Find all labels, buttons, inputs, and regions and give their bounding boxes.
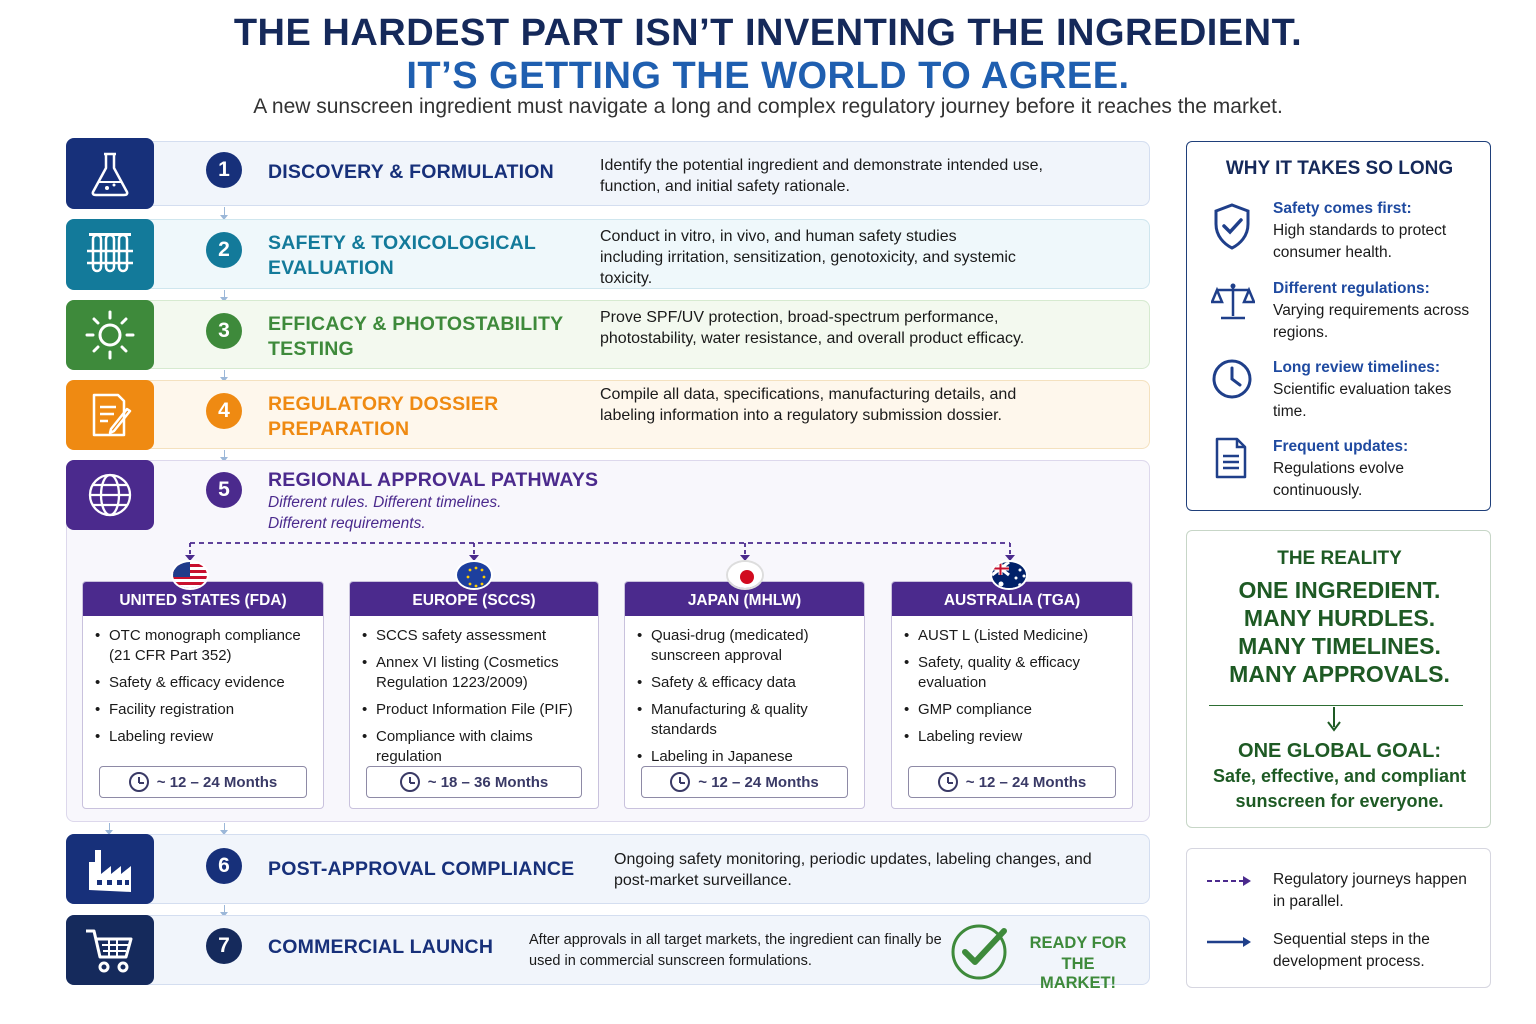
legend-panel: [1186, 848, 1491, 988]
list-item: • Compliance with claims regulation: [362, 727, 584, 767]
stage-2-title: SAFETY & TOXICOLOGICAL EVALUATION: [268, 232, 536, 279]
stage-5-number: 5: [206, 472, 242, 508]
list-item: • GMP compliance: [904, 700, 1118, 720]
stage-7-icon-box: [66, 915, 154, 985]
list-item: • Facility registration: [95, 700, 309, 720]
region-card-europe: [349, 581, 599, 809]
checkmark-circle-icon: [950, 921, 1010, 981]
region-duration-badge: [641, 766, 848, 798]
stage-6-title: POST-APPROVAL COMPLIANCE: [268, 858, 575, 880]
region-card-australia: [891, 581, 1133, 809]
region-requirements-list: [892, 616, 1132, 747]
stage-7-title: COMMERCIAL LAUNCH: [268, 936, 494, 958]
stage-5-subtitle-2: Different requirements.: [268, 515, 426, 532]
goal-text-2: sunscreen for everyone.: [1235, 791, 1444, 811]
stage-4-description: Compile all data, specifications, manufacturing details, and labeling information into a regulatory submission dossier.: [600, 386, 1017, 424]
why-item-text: Scientific evaluation takes time.: [1273, 381, 1452, 420]
why-item-head: Safety comes first:: [1273, 200, 1412, 217]
headline-line-1: THE HARDEST PART ISN’T INVENTING THE INGREDIENT.: [233, 12, 1303, 54]
legend-dashed-label: Regulatory journeys happen in parallel.: [1273, 871, 1467, 910]
stage-3-description: Prove SPF/UV protection, broad-spectrum performance, photostability, water resistance, and overall product efficacy.: [600, 309, 1025, 347]
list-item: • Safety, quality & efficacy evaluation: [904, 653, 1118, 693]
region-duration-badge: [908, 766, 1116, 798]
cart-icon: [83, 925, 137, 975]
stage-2-number: 2: [206, 232, 242, 268]
why-item-1: [1273, 198, 1483, 264]
connector-arrow: [224, 823, 225, 833]
stage-4-title: REGULATORY DOSSIER PREPARATION: [268, 393, 499, 440]
region-title: JAPAN (MHLW): [625, 582, 864, 616]
shield-check-icon: [1211, 202, 1253, 250]
stage-6-description: Ongoing safety monitoring, periodic updates, labeling changes, and post-market surveillance.: [614, 851, 1092, 889]
clock-icon: [938, 772, 958, 792]
dashed-arrow-icon: [1207, 874, 1255, 888]
list-item: • AUST L (Listed Medicine): [904, 626, 1118, 646]
reality-panel: [1186, 530, 1491, 828]
stage-6-number: 6: [206, 848, 242, 884]
clock-icon: [1211, 358, 1253, 400]
stage-4-number: 4: [206, 393, 242, 429]
list-item: • OTC monograph compliance (21 CFR Part 352): [95, 626, 309, 666]
stage-1-number: 1: [206, 152, 242, 188]
connector-arrow: [109, 823, 110, 833]
region-requirements-list: [83, 616, 323, 747]
why-item-4: [1273, 436, 1483, 502]
australia-flag-icon: [990, 560, 1028, 590]
why-item-3: [1273, 357, 1483, 423]
stage-3-number: 3: [206, 313, 242, 349]
list-item: • Labeling in Japanese: [637, 747, 850, 767]
list-item: • Annex VI listing (Cosmetics Regulation 1223/2009): [362, 653, 584, 693]
region-requirements-list: [350, 616, 598, 767]
duration-label: ~ 18 – 36 Months: [427, 773, 549, 791]
why-item-head: Long review timelines:: [1273, 359, 1441, 376]
reality-line-3: MANY TIMELINES.: [1238, 633, 1441, 659]
clock-icon: [400, 772, 420, 792]
why-item-text: Varying requirements across regions.: [1273, 302, 1470, 341]
down-arrow-icon: [1327, 707, 1341, 733]
reality-line-2: MANY HURDLES.: [1243, 605, 1436, 631]
why-title: WHY IT TAKES SO LONG: [1225, 158, 1454, 179]
list-item: • Quasi-drug (medicated) sunscreen approval: [637, 626, 850, 666]
why-item-text: Regulations evolve continuously.: [1273, 460, 1404, 499]
reality-title: THE REALITY: [1277, 548, 1402, 569]
list-item: • Labeling review: [95, 727, 309, 747]
list-item: • Product Information File (PIF): [362, 700, 584, 720]
list-item: • Safety & efficacy evidence: [95, 673, 309, 693]
duration-label: ~ 12 – 24 Months: [698, 773, 819, 791]
why-item-text: High standards to protect consumer health.: [1273, 222, 1447, 261]
why-panel: [1186, 141, 1491, 511]
goal-text-1: Safe, effective, and compliant: [1212, 766, 1467, 786]
stage-5-subtitle-1: Different rules. Different timelines.: [268, 494, 502, 511]
eu-flag-icon: [455, 560, 493, 590]
stage-6-icon-box: [66, 834, 154, 904]
stage-1-description: Identify the potential ingredient and demonstrate intended use, function, and initial safety rationale.: [600, 157, 1043, 195]
stage-7-description: After approvals in all target markets, the ingredient can finally be used in commercial sunscreen formulations.: [529, 932, 942, 969]
document-icon: [1211, 436, 1251, 480]
region-duration-badge: [99, 766, 307, 798]
headline-line-2: IT’S GETTING THE WORLD TO AGREE.: [406, 55, 1130, 97]
region-requirements-list: [625, 616, 864, 767]
scales-icon: [1211, 280, 1255, 322]
list-item: • SCCS safety assessment: [362, 626, 584, 646]
divider: [1209, 705, 1463, 706]
ready-label-2: THE MARKET!: [1039, 955, 1117, 992]
clock-icon: [670, 772, 690, 792]
goal-title: ONE GLOBAL GOAL:: [1238, 740, 1441, 762]
duration-label: ~ 12 – 24 Months: [965, 773, 1087, 791]
ready-label-1: READY FOR: [1029, 934, 1127, 952]
region-duration-badge: [366, 766, 582, 798]
duration-label: ~ 12 – 24 Months: [156, 773, 278, 791]
connector-arrow: [224, 905, 225, 915]
why-item-head: Different regulations:: [1273, 280, 1430, 297]
legend-solid-label: Sequential steps in the development process.: [1273, 931, 1430, 970]
why-item-head: Frequent updates:: [1273, 438, 1409, 455]
list-item: • Safety & efficacy data: [637, 673, 850, 693]
subtitle: A new sunscreen ingredient must navigate a long and complex regulatory journey before it reaches the market.: [253, 95, 1283, 118]
reality-line-1: ONE INGREDIENT.: [1238, 577, 1441, 603]
japan-flag-icon: [726, 560, 764, 590]
region-card-us: [82, 581, 324, 809]
clock-icon: [129, 772, 149, 792]
list-item: • Labeling review: [904, 727, 1118, 747]
us-flag-icon: [171, 560, 209, 590]
region-title: EUROPE (SCCS): [350, 582, 598, 616]
factory-icon: [83, 844, 137, 894]
list-item: • Manufacturing & quality standards: [637, 700, 850, 740]
reality-line-4: MANY APPROVALS.: [1229, 661, 1450, 687]
region-title: UNITED STATES (FDA): [83, 582, 323, 616]
stage-1-title: DISCOVERY & FORMULATION: [268, 161, 554, 183]
region-title: AUSTRALIA (TGA): [892, 582, 1132, 616]
stage-5-title: REGIONAL APPROVAL PATHWAYS: [268, 469, 599, 491]
solid-arrow-icon: [1207, 935, 1255, 949]
stage-2-description: Conduct in vitro, in vivo, and human safety studies including irritation, sensitization, genotoxicity, and systemic toxicity.: [600, 228, 1016, 287]
stage-7-number: 7: [206, 928, 242, 964]
region-card-japan: [624, 581, 865, 809]
stage-3-title: EFFICACY & PHOTOSTABILITY TESTING: [268, 313, 563, 360]
why-item-2: [1273, 278, 1483, 344]
